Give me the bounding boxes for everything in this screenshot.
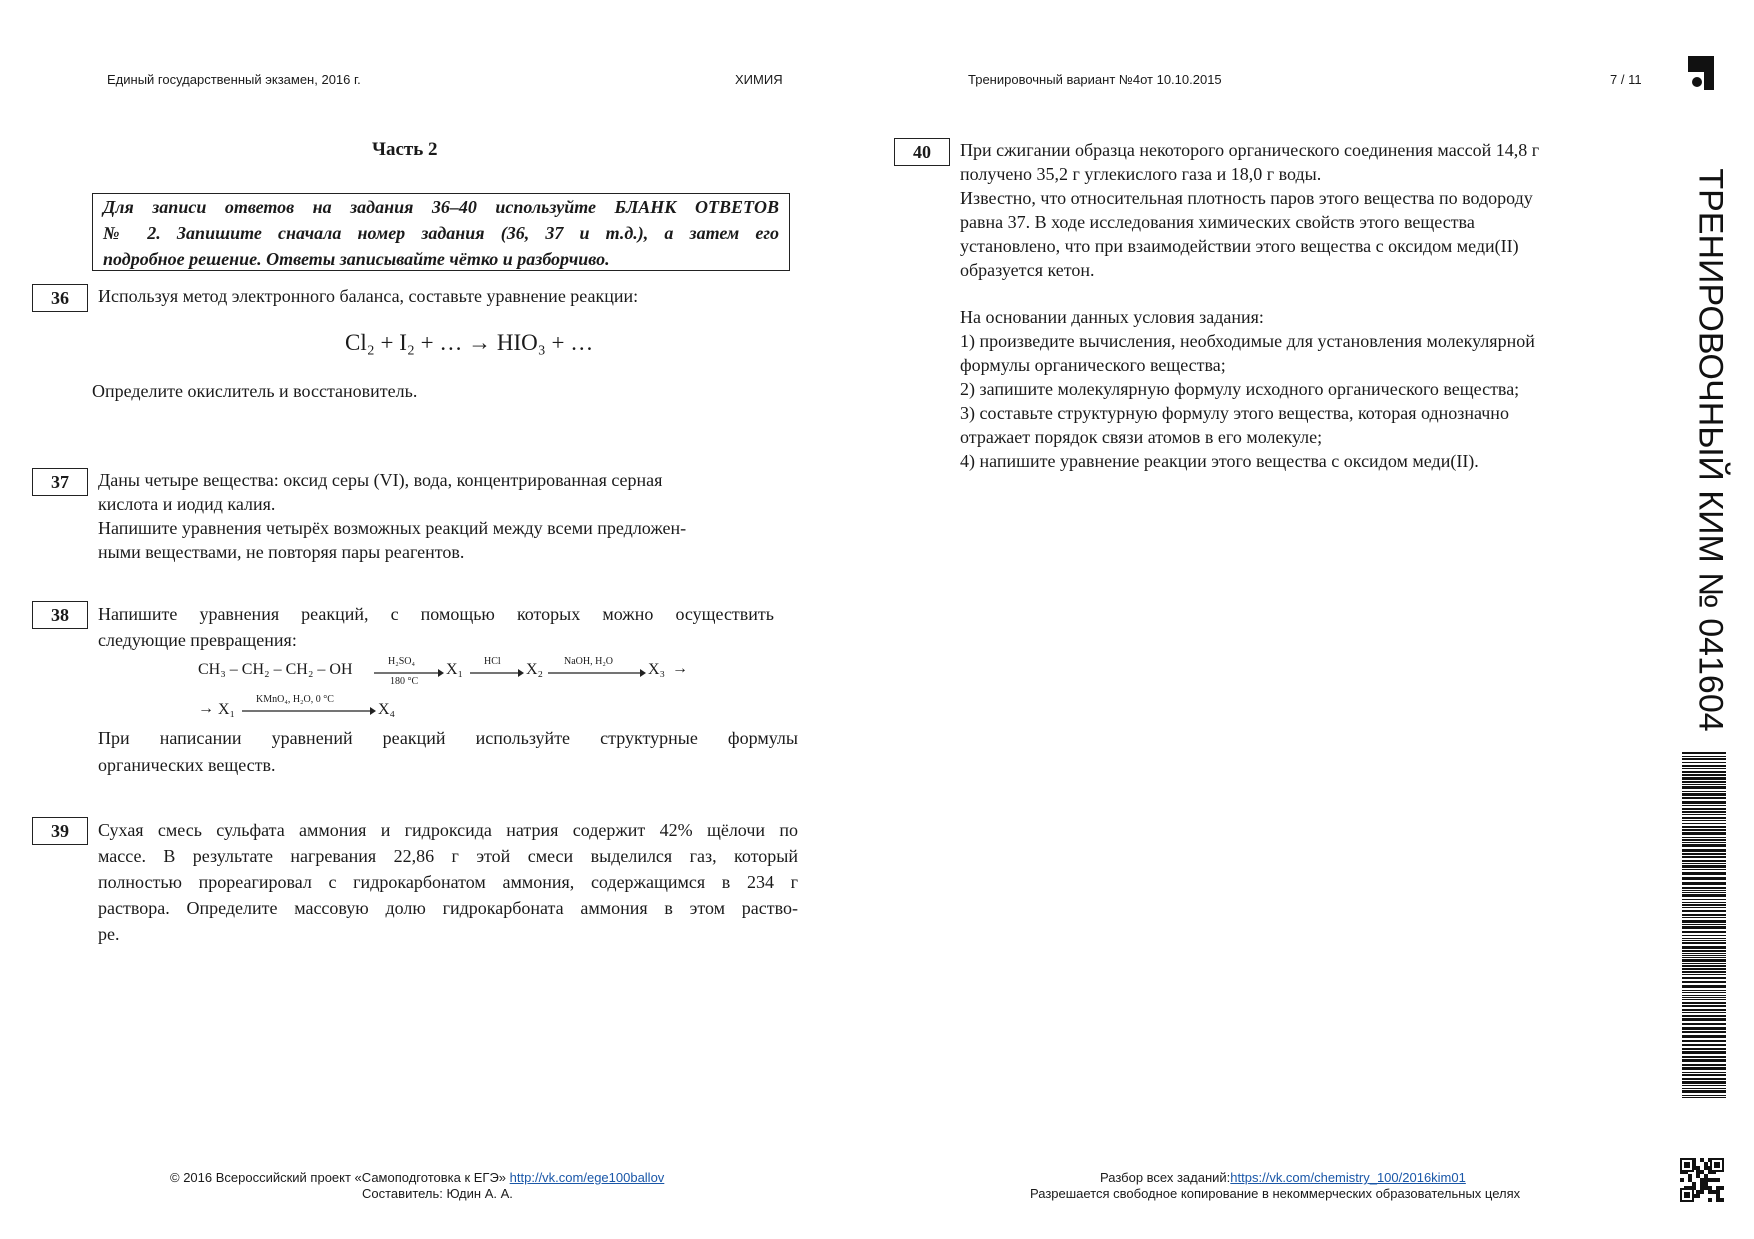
qr-finder — [1714, 1162, 1720, 1168]
barcode-bar — [1682, 920, 1726, 923]
barcode-bar — [1682, 1051, 1726, 1054]
barcode-bar — [1682, 1002, 1726, 1004]
barcode-bar — [1682, 963, 1726, 964]
barcode-bar — [1682, 938, 1726, 939]
qr-module — [1716, 1194, 1720, 1198]
arrow-icon — [242, 706, 376, 716]
barcode-bar — [1682, 1005, 1726, 1007]
footer-review-label: Разбор всех заданий: — [1100, 1170, 1231, 1185]
barcode-bar — [1682, 781, 1726, 783]
barcode-bar — [1682, 902, 1726, 903]
barcode-bar — [1682, 771, 1726, 773]
barcode-bar — [1682, 811, 1726, 813]
qr-module — [1696, 1170, 1700, 1174]
barcode-bar — [1682, 1044, 1726, 1046]
task38-line: органических веществ. — [98, 755, 276, 775]
barcode-bar — [1682, 872, 1726, 875]
task40-line: Известно, что относительная плотность паров этого вещества по водороду — [960, 188, 1533, 208]
task40-line: формулы органического вещества; — [960, 355, 1226, 375]
header-exam: Единый государственный экзамен, 2016 г. — [107, 72, 361, 87]
task39-line: Сухая смесь сульфата аммония и гидроксида натрия содержит 42% щёлочи по — [98, 820, 798, 840]
scheme-leading-arrow: → — [198, 700, 214, 717]
qr-finder — [1684, 1192, 1690, 1198]
barcode-bar — [1682, 777, 1726, 780]
task37-line: кислота и иодид калия. — [98, 494, 276, 514]
instruction-line: Для записи ответов на задания 36–40 используйте БЛАНК ОТВЕТОВ — [103, 197, 779, 217]
qr-module — [1680, 1178, 1684, 1182]
barcode-bar — [1682, 965, 1726, 967]
task40-line: получено 35,2 г углекислого газа и 18,0 г воды. — [960, 164, 1322, 184]
task40-line: 4) напишите уравнение реакции этого вещества с оксидом меди(II). — [960, 451, 1479, 471]
task-number-39: 39 — [32, 817, 88, 845]
footer-left-line1 — [170, 1170, 664, 1185]
qr-module — [1700, 1182, 1704, 1186]
barcode-bar — [1682, 1048, 1726, 1050]
qr-module — [1700, 1178, 1704, 1182]
corner-marker-icon — [1688, 56, 1714, 90]
task38-line: При написании уравнений реакций используйте структурные формулы — [98, 728, 798, 748]
barcode-bar — [1682, 1064, 1726, 1066]
barcode-bar — [1682, 1067, 1726, 1070]
barcode-bar — [1682, 1012, 1726, 1013]
barcode-bar — [1682, 950, 1726, 952]
qr-module — [1700, 1186, 1704, 1190]
side-vertical-text: ТРЕНИРОВОЧНЫЙ КИМ № 041604 — [1691, 168, 1730, 732]
barcode-bar — [1682, 853, 1726, 855]
barcode-bar — [1682, 837, 1726, 838]
task36-text: Используя метод электронного баланса, составьте уравнение реакции: — [98, 286, 639, 306]
qr-module — [1696, 1194, 1700, 1198]
task40-line: 1) произведите вычисления, необходимые для установления молекулярной — [960, 331, 1535, 351]
qr-module — [1708, 1178, 1712, 1182]
barcode-bar — [1682, 890, 1726, 891]
header-variant: Тренировочный вариант №4от 10.10.2015 — [968, 72, 1222, 87]
task-number-36: 36 — [32, 284, 88, 312]
barcode-bar — [1682, 926, 1726, 929]
qr-module — [1696, 1174, 1700, 1178]
barcode-icon — [1682, 752, 1726, 1100]
scheme-x3: X₃ — [648, 661, 666, 678]
barcode-bar — [1682, 887, 1726, 889]
task-number-38: 38 — [32, 601, 88, 629]
footer-right-link[interactable]: https://vk.com/chemistry_100/2016kim01 — [1230, 1170, 1466, 1185]
barcode-bar — [1682, 797, 1726, 799]
barcode-bar — [1682, 1095, 1726, 1096]
footer-copyright: © 2016 Всероссийский проект «Самоподготовка к ЕГЭ» — [170, 1170, 510, 1185]
barcode-bar — [1682, 817, 1726, 819]
arrow3-top-label: NaOH, H₂O — [564, 656, 614, 667]
barcode-bar — [1682, 762, 1726, 763]
qr-code-icon — [1680, 1158, 1724, 1202]
header-subject: ХИМИЯ — [735, 72, 783, 87]
qr-finder — [1684, 1162, 1690, 1168]
barcode-bar — [1682, 823, 1726, 824]
task38-line: следующие превращения: — [98, 630, 297, 650]
qr-module — [1720, 1186, 1724, 1190]
task40-line: 2) запишите молекулярную формулу исходного органического вещества; — [960, 379, 1520, 399]
barcode-bar — [1682, 1056, 1726, 1058]
task36-equation: Cl₂ + I₂ + … → HIO₃ + … — [345, 330, 594, 355]
instruction-line: № 2. Запишите сначала номер задания (36, 37 и т.д.), а затем его — [103, 223, 779, 243]
footer-author: Составитель: Юдин А. А. — [362, 1186, 513, 1201]
qr-module — [1720, 1198, 1724, 1202]
barcode-bar — [1682, 1040, 1726, 1042]
barcode-bar — [1682, 805, 1726, 806]
barcode-bar — [1682, 977, 1726, 979]
barcode-bar — [1682, 997, 1726, 998]
barcode-bar — [1682, 968, 1726, 970]
barcode-bar — [1682, 865, 1726, 868]
barcode-bar — [1682, 914, 1726, 916]
qr-module — [1704, 1186, 1708, 1190]
barcode-bar — [1682, 844, 1726, 847]
scheme-propanol: CH₃ – CH₂ – CH₂ – OH — [198, 661, 353, 678]
barcode-bar — [1682, 894, 1726, 897]
barcode-bar — [1682, 863, 1726, 864]
barcode-bar — [1682, 917, 1726, 918]
barcode-bar — [1682, 756, 1726, 757]
barcode-bar — [1682, 1074, 1726, 1076]
barcode-bar — [1682, 892, 1726, 893]
barcode-bar — [1682, 1009, 1726, 1011]
barcode-bar — [1682, 768, 1726, 769]
barcode-bar — [1682, 801, 1726, 804]
qr-module — [1700, 1170, 1704, 1174]
barcode-bar — [1682, 882, 1726, 885]
qr-module — [1716, 1198, 1720, 1202]
barcode-bar — [1682, 955, 1726, 956]
barcode-bar — [1682, 752, 1726, 754]
barcode-bar — [1682, 808, 1726, 810]
barcode-bar — [1682, 784, 1726, 785]
instruction-line: подробное решение. Ответы записывайте чётко и разборчиво. — [103, 249, 610, 269]
arrow2-top-label: HCl — [484, 656, 501, 667]
arrow1-top-label: H₂SO₄ — [388, 656, 415, 667]
barcode-bar — [1682, 814, 1726, 815]
barcode-bar — [1682, 1031, 1726, 1033]
qr-module — [1700, 1158, 1704, 1162]
qr-module — [1704, 1166, 1708, 1170]
barcode-bar — [1682, 842, 1726, 843]
barcode-bar — [1682, 910, 1726, 912]
barcode-bar — [1682, 1015, 1726, 1017]
header-page: 7 / 11 — [1610, 72, 1642, 87]
barcode-bar — [1682, 931, 1726, 933]
barcode-bar — [1682, 946, 1726, 949]
qr-module — [1716, 1190, 1720, 1194]
barcode-bar — [1682, 1097, 1726, 1098]
qr-module — [1704, 1178, 1708, 1182]
task37-line: ными веществами, не повторяя пары реагентов. — [98, 542, 465, 562]
scheme-x1-again: X₁ — [218, 701, 236, 718]
qr-module — [1712, 1178, 1716, 1182]
task37-line: Даны четыре вещества: оксид серы (VI), вода, концентрированная серная — [98, 470, 663, 490]
scheme-trailing-arrow: → — [672, 660, 688, 677]
qr-module — [1704, 1162, 1708, 1166]
scheme-arrow-2 — [470, 656, 524, 686]
barcode-bar — [1682, 1078, 1726, 1080]
barcode-bar — [1682, 1018, 1726, 1021]
barcode-bar — [1682, 990, 1726, 991]
barcode-bar — [1682, 791, 1726, 792]
task40-line: установлено, что при взаимодействии этого вещества с оксидом меди(II) — [960, 236, 1519, 256]
arrow-icon — [470, 668, 524, 678]
arrow-icon — [548, 668, 646, 678]
qr-module — [1716, 1178, 1720, 1182]
barcode-bar — [1682, 935, 1726, 936]
task39-line: полностью прореагировал с гидрокарбонатом аммония, содержащимся в 234 г — [98, 872, 798, 892]
task40-line: равна 37. В ходе исследования химических свойств этого вещества — [960, 212, 1475, 232]
barcode-bar — [1682, 1035, 1726, 1038]
barcode-bar — [1682, 981, 1726, 983]
barcode-bar — [1682, 877, 1726, 880]
task40-line: На основании данных условия задания: — [960, 307, 1264, 327]
barcode-bar — [1682, 957, 1726, 958]
task40-line: образуется кетон. — [960, 260, 1095, 280]
barcode-bar — [1682, 1027, 1726, 1030]
task-number-40: 40 — [894, 138, 950, 166]
barcode-bar — [1682, 829, 1726, 831]
task39-line: ре. — [98, 924, 120, 944]
arrow4-top-label: KMnO₄, H₂O, 0 °C — [256, 694, 334, 705]
qr-module — [1688, 1174, 1692, 1178]
side-vertical-label — [1680, 130, 1740, 770]
barcode-bar — [1682, 820, 1726, 821]
barcode-bar — [1682, 953, 1726, 954]
barcode-bar — [1682, 774, 1726, 776]
qr-module — [1688, 1178, 1692, 1182]
task-number-37: 37 — [32, 468, 88, 496]
qr-module — [1712, 1190, 1716, 1194]
barcode-bar — [1682, 1090, 1726, 1093]
task39-line: массе. В результате нагревания 22,86 г этой смеси выделился газ, который — [98, 846, 798, 866]
footer-license: Разрешается свободное копирование в некоммерческих образовательных целях — [1030, 1186, 1521, 1201]
qr-module — [1700, 1190, 1704, 1194]
task40-line: При сжигании образца некоторого органического соединения массой 14,8 г — [960, 140, 1540, 160]
arrow1-bottom-label: 180 °C — [390, 676, 419, 687]
qr-module — [1716, 1186, 1720, 1190]
barcode-bar — [1682, 971, 1726, 973]
barcode-bar — [1682, 942, 1726, 944]
qr-module — [1708, 1186, 1712, 1190]
qr-module — [1704, 1182, 1708, 1186]
barcode-bar — [1682, 940, 1726, 941]
qr-module — [1696, 1166, 1700, 1170]
part-title: Часть 2 — [372, 139, 438, 160]
barcode-bar — [1682, 860, 1726, 862]
barcode-bar — [1682, 899, 1726, 900]
qr-module — [1704, 1174, 1708, 1178]
scheme-x1: X₁ — [446, 661, 464, 678]
barcode-bar — [1682, 786, 1726, 789]
barcode-bar — [1682, 959, 1726, 962]
scheme-arrow-3 — [548, 656, 646, 686]
barcode-bar — [1682, 758, 1726, 760]
scheme-x2: X₂ — [526, 661, 544, 678]
qr-module — [1708, 1198, 1712, 1202]
footer-right-line1 — [1100, 1170, 1466, 1185]
barcode-bar — [1682, 849, 1726, 852]
task38-line: Напишите уравнения реакций, с помощью которых можно осуществить — [98, 604, 774, 624]
barcode-bar — [1682, 1081, 1726, 1084]
barcode-bar — [1682, 992, 1726, 993]
task40-line: отражает порядок связи атомов в его молекуле; — [960, 427, 1323, 447]
barcode-bar — [1682, 839, 1726, 841]
scheme-arrow-4 — [242, 694, 376, 724]
barcode-bar — [1682, 904, 1726, 906]
barcode-bar — [1682, 985, 1726, 988]
footer-left-link[interactable]: http://vk.com/ege100ballov — [509, 1170, 665, 1185]
task40-line: 3) составьте структурную формулу этого вещества, которая однозначно — [960, 403, 1509, 423]
barcode-bar — [1682, 832, 1726, 835]
barcode-bar — [1682, 793, 1726, 796]
task39-line: раствора. Определите массовую долю гидрокарбоната аммония в этом раство- — [98, 898, 798, 918]
task37-line: Напишите уравнения четырёх возможных реакций между всеми предложен- — [98, 518, 687, 538]
task36-text-2: Определите окислитель и восстановитель. — [92, 381, 418, 401]
scheme-x4: X₄ — [378, 701, 396, 718]
barcode-bar — [1682, 907, 1726, 908]
barcode-bar — [1682, 869, 1726, 870]
barcode-bar — [1682, 1072, 1726, 1073]
qr-module — [1696, 1190, 1700, 1194]
barcode-bar — [1682, 1085, 1726, 1086]
barcode-bar — [1682, 765, 1726, 767]
barcode-bar — [1682, 856, 1726, 858]
scheme-arrow-1 — [374, 656, 444, 686]
qr-module — [1708, 1190, 1712, 1194]
barcode-bar — [1682, 974, 1726, 975]
barcode-bar — [1682, 995, 1726, 996]
barcode-bar — [1682, 999, 1726, 1000]
barcode-bar — [1682, 1088, 1726, 1089]
instruction-box — [92, 193, 790, 271]
barcode-bar — [1682, 1023, 1726, 1025]
barcode-bar — [1682, 1059, 1726, 1062]
barcode-bar — [1682, 826, 1726, 828]
barcode-bar — [1682, 924, 1726, 925]
qr-module — [1692, 1182, 1696, 1186]
